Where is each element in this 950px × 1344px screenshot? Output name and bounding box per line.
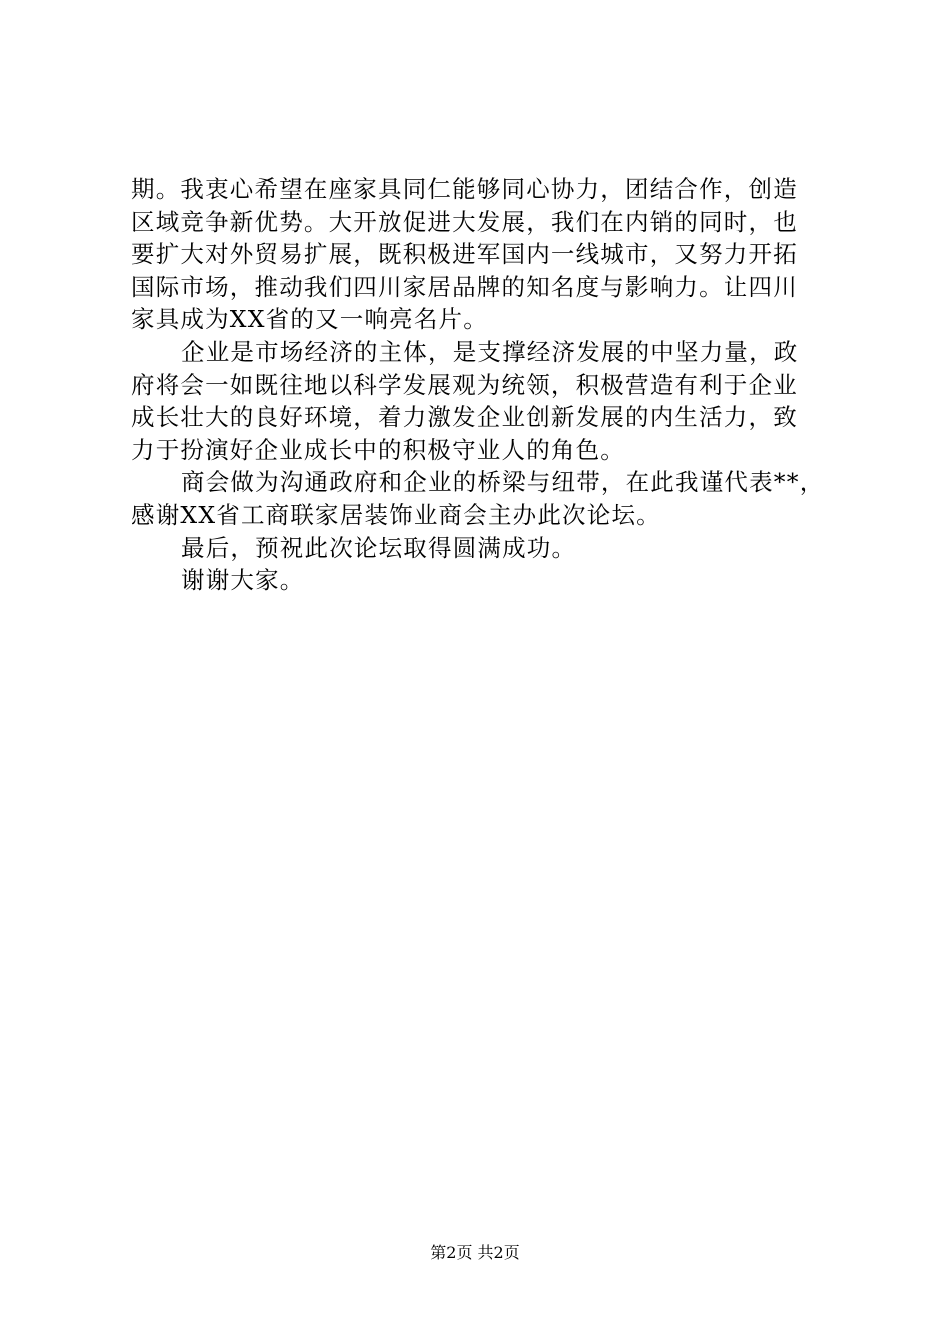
paragraph-first-line: 谢谢大家。 bbox=[181, 566, 305, 595]
text-line: 国际市场，推动我们四川家居品牌的知名度与影响力。让四川 bbox=[131, 272, 798, 301]
paragraph-first-line: 最后，预祝此次论坛取得圆满成功。 bbox=[181, 533, 577, 562]
paragraph-first-line: 商会做为沟通政府和企业的桥梁与纽带，在此我谨代表**， bbox=[181, 468, 825, 497]
body-text bbox=[131, 173, 836, 597]
text-line: 期。我衷心希望在座家具同仁能够同心协力，团结合作，创造 bbox=[131, 175, 798, 203]
text-line: 感谢XX省工商联家居装饰业商会主办此次论坛。 bbox=[131, 500, 661, 529]
text-line: 成长壮大的良好环境，着力激发企业创新发展的内生活力，致 bbox=[131, 403, 798, 432]
text-line: 要扩大对外贸易扩展，既积极进军国内一线城市，又努力开拓 bbox=[131, 240, 798, 269]
text-line: 力于扮演好企业成长中的积极守业人的角色。 bbox=[131, 435, 625, 464]
text-line: 区域竞争新优势。大开放促进大发展，我们在内销的同时，也 bbox=[131, 207, 798, 236]
text-line: 府将会一如既往地以科学发展观为统领，积极营造有利于企业 bbox=[131, 370, 798, 399]
paragraph-first-line: 企业是市场经济的主体，是支撑经济发展的中坚力量，政 bbox=[181, 337, 799, 366]
page-footer: 第2页 共2页 bbox=[430, 1243, 520, 1262]
text-line: 家具成为XX省的又一响亮名片。 bbox=[131, 305, 488, 334]
